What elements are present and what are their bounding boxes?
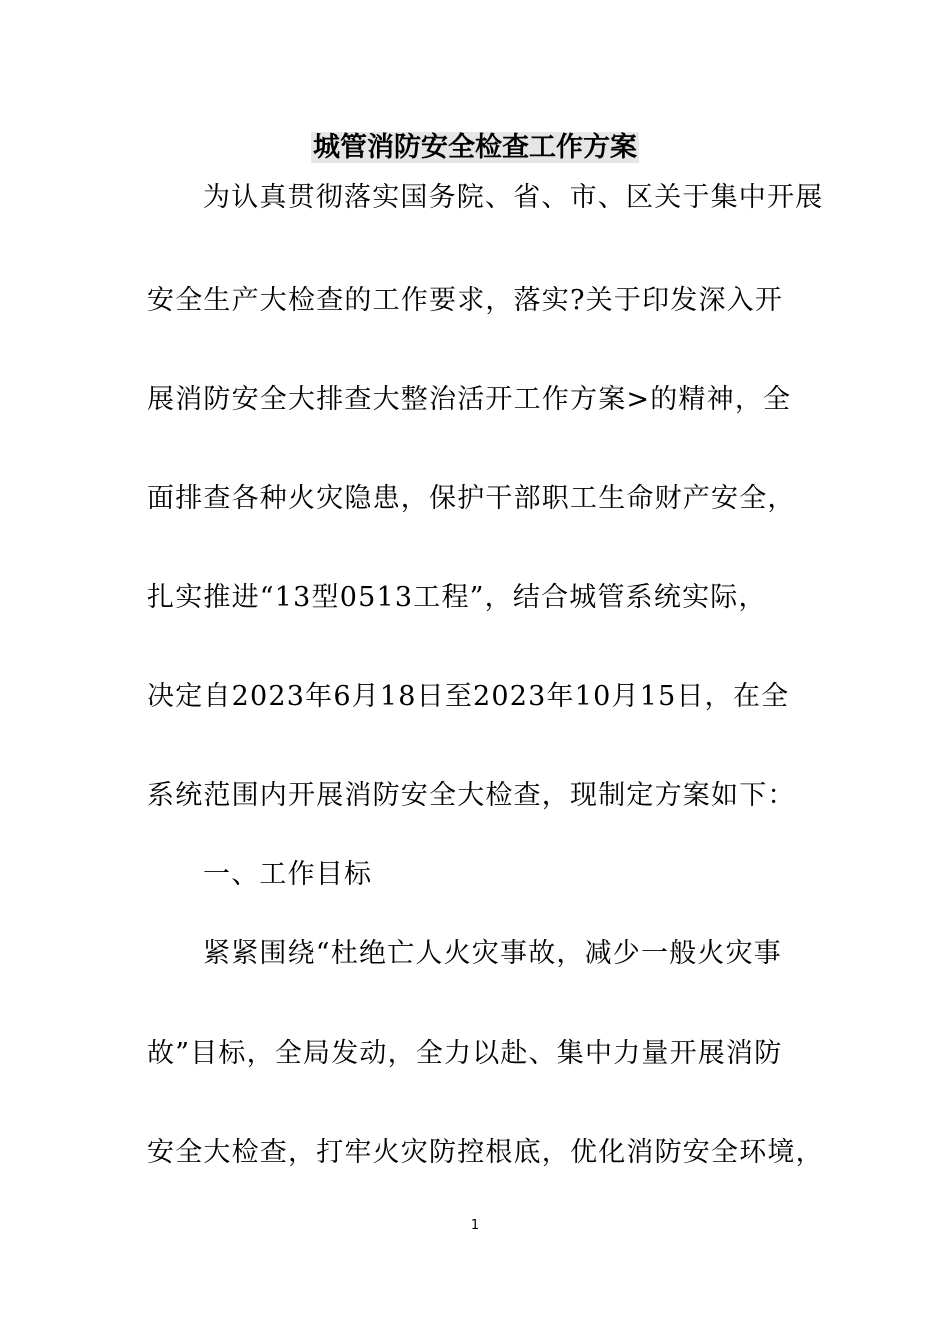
paragraph-line-9: 故”目标，全局发动，全力以赴、集中力量开展消防 <box>147 1038 783 1069</box>
paragraph-line-2: 安全生产大检查的工作要求，落实?关于印发深入开 <box>147 285 784 316</box>
paragraph-line-8: 紧紧围绕“杜绝亡人火灾事故，减少一般火灾事 <box>203 938 783 969</box>
paragraph-line-10: 安全大检查，打牢火灾防控根底，优化消防安全环境， <box>147 1137 824 1168</box>
paragraph-line-1: 为认真贯彻落实国务院、省、市、区关于集中开展 <box>203 182 824 213</box>
paragraph-line-6: 决定自2023年6月18日至2023年10月15日，在全 <box>147 681 790 712</box>
page-number: 1 <box>470 1218 480 1233</box>
paragraph-line-3: 展消防安全大排查大整治活开工作方案>的精神，全 <box>147 384 792 415</box>
paragraph-line-4: 面排查各种火灾隐患，保护干部职工生命财产安全， <box>147 483 796 514</box>
document-title <box>0 128 950 168</box>
section-heading-work-goals: 一、工作目标 <box>203 859 373 890</box>
document-title-text: 城管消防安全检查工作方案 <box>313 132 637 163</box>
paragraph-line-5: 扎实推进“13型0513工程”，结合城管系统实际， <box>147 582 767 613</box>
paragraph-line-7: 系统范围内开展消防安全大检查，现制定方案如下： <box>147 780 796 811</box>
